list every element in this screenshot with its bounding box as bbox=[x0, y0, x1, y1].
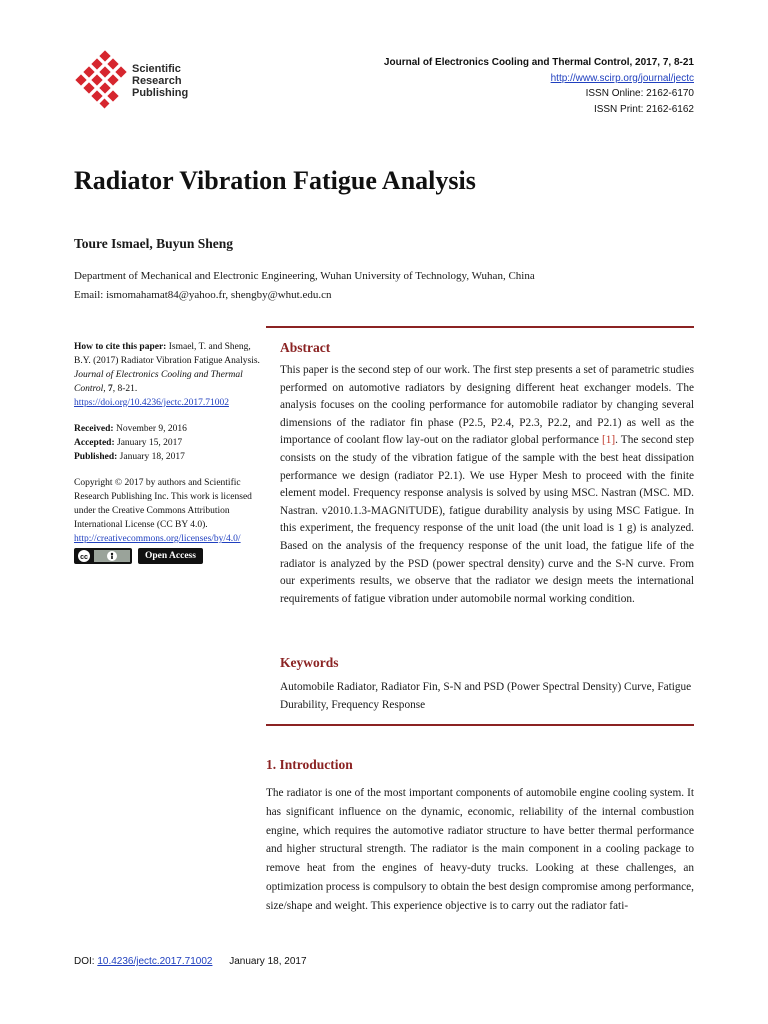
cite-journal: Journal of Electronics Cooling and Thermal Control, bbox=[74, 370, 243, 394]
open-access-badge[interactable]: Open Access bbox=[138, 548, 203, 564]
logo-line-3: Publishing bbox=[132, 87, 189, 99]
cite-doi-link[interactable]: https://doi.org/10.4236/jectc.2017.71002 bbox=[74, 398, 229, 408]
cite-block bbox=[74, 340, 266, 410]
abstract-top-rule bbox=[266, 326, 694, 328]
cc-by-badge-icon[interactable] bbox=[74, 548, 132, 564]
journal-citation: Journal of Electronics Cooling and Thermal Control, 2017, 7, 8-21 bbox=[383, 57, 694, 68]
keywords-text: Automobile Radiator, Radiator Fin, S-N and PSD (Power Spectral Density) Curve, Fatigue Durability, Frequency Response bbox=[280, 681, 692, 711]
abstract-text bbox=[280, 362, 694, 608]
cite-text: Ismael, T. and Sheng, B.Y. (2017) Radiator Vibration Fatigue Analysis. bbox=[74, 342, 260, 366]
abstract-part-2: . The second step consists on the study of the vibration fatigue of the sample with the best heat dissipation performance we design (radiator P2.1). We use Hyper Mesh to proceed with the finite element model. Frequency response analysis is solved by using MSC. Nastran (MSC. MD. Nastran. v2010.1.3-MAGNiTUDE), fatigue durability analysis by using MSC Fatigue. In this experiment, the frequency response of the unit load (the unit load is 1 g) is analyzed. Based on the analysis of the frequency response of the unit load, the fatigue life of the radiator is analyzed by the PSD (power spectral density) curve and the S-N curve. From our experiments results, we observe that the radiator we design meets the international requirements of fatigue vibration under automobile normal working condition. bbox=[280, 434, 694, 605]
issn-print: ISSN Print: 2162-6162 bbox=[593, 103, 694, 115]
citation-link[interactable]: [1] bbox=[601, 434, 616, 447]
publisher-logo[interactable] bbox=[75, 50, 205, 110]
badges bbox=[74, 548, 266, 564]
footer-doi-label: DOI: bbox=[74, 956, 95, 967]
copyright-text: Copyright © 2017 by authors and Scientific Research Publishing Inc. This work is licensed under the Creative Commons Attribution International License (CC BY 4.0). bbox=[74, 478, 252, 530]
cc-by-icon bbox=[74, 548, 132, 564]
paper-authors: Toure Ismael, Buyun Sheng bbox=[74, 236, 234, 251]
page-footer bbox=[74, 956, 307, 967]
dates-block bbox=[74, 422, 266, 464]
published-date: January 18, 2017 bbox=[119, 452, 185, 462]
logo-line-2: Research bbox=[132, 75, 182, 87]
svg-text:cc: cc bbox=[80, 554, 88, 561]
logo-line-1: Scientific bbox=[132, 63, 181, 75]
diamond-grid-logo-icon bbox=[75, 50, 131, 110]
received-date: November 9, 2016 bbox=[115, 424, 187, 434]
journal-info bbox=[384, 55, 694, 117]
abstract-heading: Abstract bbox=[280, 340, 331, 355]
cite-volume: 7 bbox=[107, 384, 113, 394]
journal-url-link[interactable]: http://www.scirp.org/journal/jectc bbox=[550, 72, 694, 84]
abstract-part-1: This paper is the second step of our work. The first step presents a set of parametric studies performed on automotive radiators by designing different heat exchanger models. The analysis focuses on the cooling performance for automobile radiator by changing several dimensions of the radiator fin phase (P2.5, P2.4, P2.3, P2.2, and P2.1) as well as the importance of coolant flow lay-out on the radiator global performance bbox=[280, 364, 694, 447]
copyright-block bbox=[74, 476, 266, 564]
issn-online: ISSN Online: 2162-6170 bbox=[585, 88, 694, 99]
license-link[interactable]: http://creativecommons.org/licenses/by/4.0/ bbox=[74, 534, 241, 544]
accepted-date: January 15, 2017 bbox=[117, 438, 183, 448]
paper-title: Radiator Vibration Fatigue Analysis bbox=[74, 166, 476, 195]
received-label: Received: bbox=[74, 424, 114, 434]
accepted-label: Accepted: bbox=[74, 438, 115, 448]
keywords-heading: Keywords bbox=[280, 655, 339, 670]
affiliation-block bbox=[74, 267, 535, 305]
introduction-text: The radiator is one of the most important components of automobile engine cooling system. It has significant influence on the dynamic, economic, reliability of the internal combustion engine, which requires the automotive radiator structure to have better thermal performance and higher structural strength. The radiator is the main component in a cooling package to remove heat from the engines of heavy-duty trucks. Looking at these challenges, an optimization process is compulsory to obtain the best design compromise among performance, size/shape and weight. This experience objective is to carry out the radiator fati- bbox=[266, 787, 694, 912]
cite-label: How to cite this paper: bbox=[74, 342, 167, 352]
logo-text bbox=[132, 63, 188, 99]
published-label: Published: bbox=[74, 452, 118, 462]
footer-date: January 18, 2017 bbox=[229, 956, 307, 967]
sidebar bbox=[74, 340, 266, 576]
email: Email: ismomahamat84@yahoo.fr, shengby@whut.edu.cn bbox=[74, 289, 332, 301]
footer-doi-link[interactable]: 10.4236/jectc.2017.71002 bbox=[97, 956, 213, 967]
cite-pages: , 8-21. bbox=[112, 384, 138, 394]
abstract-bottom-rule bbox=[266, 724, 694, 726]
affiliation: Department of Mechanical and Electronic Engineering, Wuhan University of Technology, Wuhan, China bbox=[74, 270, 535, 282]
introduction-heading: 1. Introduction bbox=[266, 757, 353, 772]
